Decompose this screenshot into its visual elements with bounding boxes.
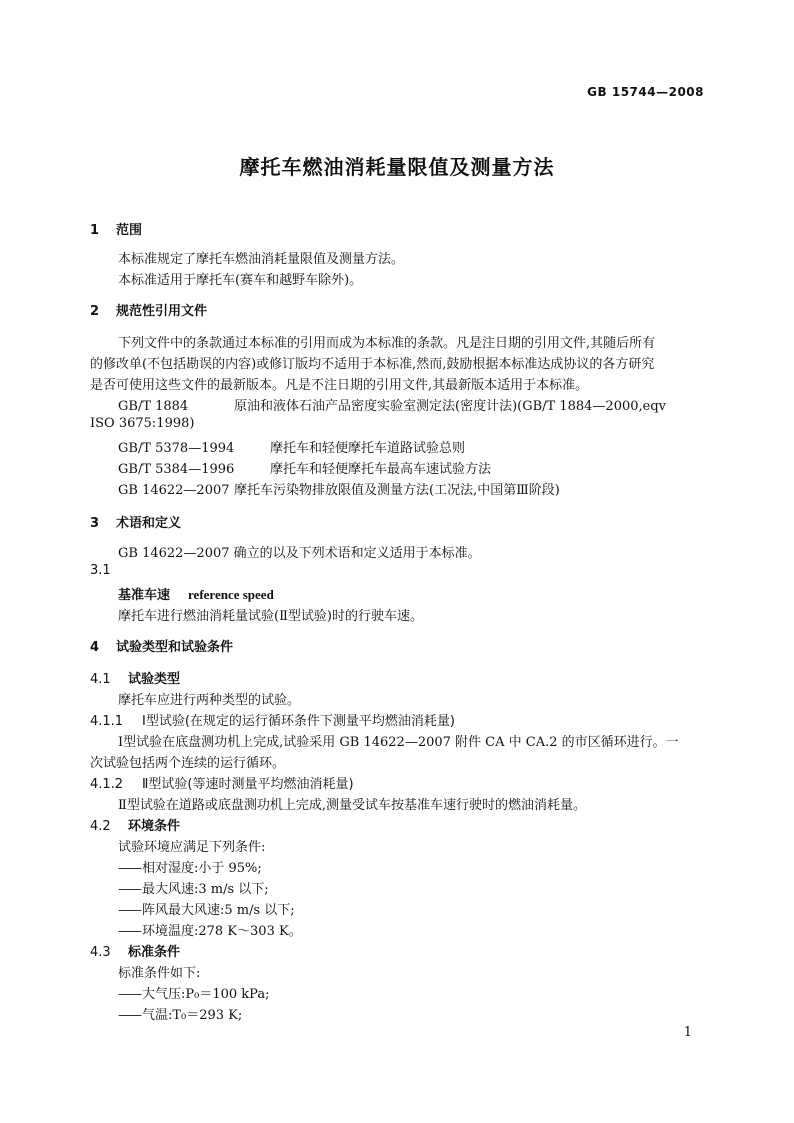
reference-code: GB/T 1884 (118, 399, 189, 414)
subsection-4-2-heading (90, 815, 180, 834)
list-item-text: 阵风最大风速:5 m/s 以下; (142, 903, 295, 918)
term-entry (118, 584, 274, 603)
reference-item (118, 437, 465, 456)
section-title: 术语和定义 (116, 516, 182, 531)
section-4-heading (90, 636, 233, 655)
subsection-number: 4.1.2 (90, 777, 124, 792)
section-number: 3 (90, 516, 100, 531)
section-number: 4 (90, 640, 100, 655)
page-title: 摩托车燃油消耗量限值及测量方法 (239, 155, 555, 179)
paragraph-line: 是否可使用这些文件的最新版本。凡是不注日期的引用文件,其最新版本适用于本标准。 (90, 378, 589, 393)
list-item-text: 大气压:P₀＝100 kPa; (142, 987, 270, 1002)
list-item (118, 899, 295, 918)
section-2-heading (90, 300, 207, 319)
paragraph: GB 14622—2007 确立的以及下列术语和定义适用于本标准。 (118, 546, 481, 561)
subsection-number: 4.1 (90, 672, 111, 687)
paragraph: 本标准适用于摩托车(赛车和越野车除外)。 (118, 273, 363, 288)
subsection-title: 试验类型 (128, 672, 181, 687)
subsection-4-1-2-heading (90, 773, 354, 792)
subsection-4-1-heading (90, 668, 180, 687)
reference-item (118, 395, 666, 414)
paragraph: 标准条件如下: (118, 966, 201, 981)
dash-bullet: —— (118, 882, 140, 897)
reference-code: GB 14622—2007 (118, 483, 230, 498)
list-item (118, 1004, 242, 1023)
reference-continuation: ISO 3675:1998) (90, 416, 195, 431)
section-number: 2 (90, 304, 100, 319)
paragraph: 摩托车应进行两种类型的试验。 (118, 693, 301, 708)
section-title: 范围 (116, 223, 143, 238)
section-1-heading (90, 219, 142, 238)
paragraph-line: Ⅰ型试验在底盘测功机上完成,试验采用 GB 14622—2007 附件 CA 中 CA.2 的市区循环进行。一 (118, 735, 679, 750)
page-number: 1 (683, 1025, 692, 1040)
term-number: 3.1 (90, 563, 111, 578)
subsection-title: Ⅰ型试验(在规定的运行循环条件下测量平均燃油消耗量) (142, 714, 455, 729)
list-item (118, 857, 262, 876)
section-number: 1 (90, 223, 100, 238)
dash-bullet: —— (118, 861, 140, 876)
subsection-title: 环境条件 (128, 819, 181, 834)
subsection-number: 4.3 (90, 945, 111, 960)
list-item (118, 983, 269, 1002)
reference-title: 摩托车污染物排放限值及测量方法(工况法,中国第Ⅲ阶段) (234, 483, 560, 498)
list-item (118, 920, 302, 939)
standard-number: GB 15744—2008 (587, 85, 704, 99)
paragraph-line: 下列文件中的条款通过本标准的引用而成为本标准的条款。凡是注日期的引用文件,其随后所有 (118, 336, 656, 351)
subsection-title: Ⅱ型试验(等速时测量平均燃油消耗量) (142, 777, 354, 792)
section-3-heading (90, 512, 181, 531)
paragraph: Ⅱ型试验在道路或底盘测功机上完成,测量受试车按基准车速行驶时的燃油消耗量。 (118, 798, 586, 813)
paragraph-line: 的修改单(不包括勘误的内容)或修订版均不适用于本标准,然而,鼓励根据本标准达成协议的各方研究 (90, 357, 655, 372)
list-item (118, 878, 269, 897)
reference-item (118, 458, 491, 477)
section-title: 试验类型和试验条件 (116, 640, 234, 655)
paragraph: 试验环境应满足下列条件: (118, 840, 266, 855)
subsection-4-1-1-heading (90, 710, 455, 729)
reference-title: 摩托车和轻便摩托车道路试验总则 (270, 441, 466, 456)
dash-bullet: —— (118, 987, 140, 1002)
reference-item (118, 479, 560, 498)
reference-code: GB/T 5384—1996 (118, 462, 235, 477)
term-chinese: 基准车速 (118, 588, 171, 603)
subsection-4-3-heading (90, 941, 180, 960)
reference-title: 摩托车和轻便摩托车最高车速试验方法 (270, 462, 492, 477)
reference-title: 原油和液体石油产品密度实验室测定法(密度计法)(GB/T 1884—2000,eqv (234, 399, 666, 414)
term-english: reference speed (188, 587, 274, 602)
list-item-text: 气温:T₀＝293 K; (142, 1008, 243, 1023)
subsection-title: 标准条件 (128, 945, 181, 960)
dash-bullet: —— (118, 924, 140, 939)
dash-bullet: —— (118, 903, 140, 918)
paragraph: 本标准规定了摩托车燃油消耗量限值及测量方法。 (118, 252, 405, 267)
list-item-text: 相对湿度:小于 95%; (142, 861, 262, 876)
term-definition: 摩托车进行燃油消耗量试验(Ⅱ型试验)时的行驶车速。 (118, 609, 423, 624)
list-item-text: 最大风速:3 m/s 以下; (142, 882, 269, 897)
reference-code: GB/T 5378—1994 (118, 441, 235, 456)
paragraph-line: 次试验包括两个连续的运行循环。 (90, 756, 286, 771)
section-title: 规范性引用文件 (116, 304, 208, 319)
subsection-number: 4.1.1 (90, 714, 124, 729)
dash-bullet: —— (118, 1008, 140, 1023)
subsection-number: 4.2 (90, 819, 111, 834)
list-item-text: 环境温度:278 K～303 K。 (142, 924, 302, 939)
